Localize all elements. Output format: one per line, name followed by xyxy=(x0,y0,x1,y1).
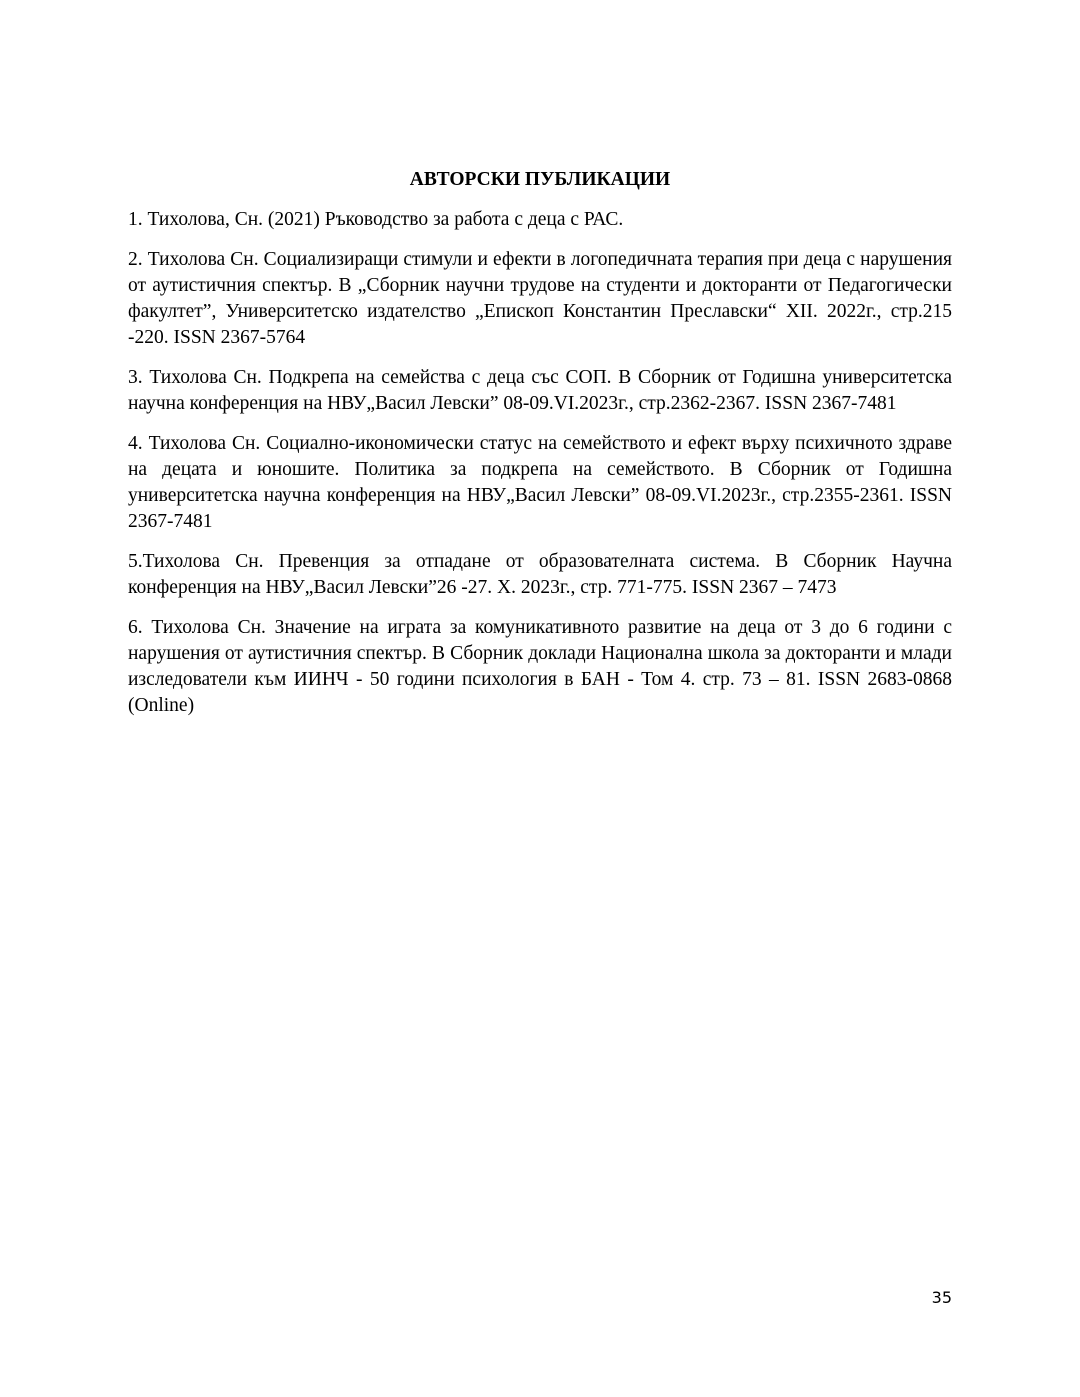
publication-item-1: 1. Тихолова, Сн. (2021) Ръководство за работа с деца с РАС. xyxy=(128,209,624,230)
publication-list xyxy=(128,207,952,733)
publication-item-6: 6. Тихолова Сн. Значение на играта за комуникативното развитие на деца от 3 до 6 години с нарушения от аутистичния спектър. В Сборник доклади Национална школа за докторанти и млади изследователи към ИИНЧ - 50 години психология в БАН - Том 4. стр. 73 – 81. ISSN 2683-0868 (Online) xyxy=(128,617,952,716)
publication-item-2: 2. Тихолова Сн. Социализиращи стимули и ефекти в логопедичната терапия при деца с нарушения от аутистичния спектър. В „Сборник научни трудове на студенти и докторанти от Педагогически факултет”, Университетско издателство „Епископ Константин Преславски“ XII. 2022г., стр.215 -220. ISSN 2367-5764 xyxy=(128,249,952,348)
publication-item-3: 3. Тихолова Сн. Подкрепа на семейства с деца със СОП. В Сборник от Годишна университетска научна конференция на НВУ„Васил Левски” 08-09.VI.2023г., стр.2362-2367. ISSN 2367-7481 xyxy=(128,367,952,414)
page-number: 35 xyxy=(931,1288,952,1307)
publication-item-5: 5.Тихолова Сн. Превенция за отпадане от образователната система. В Сборник Научна конференция на НВУ„Васил Левски”26 -27. Х. 2023г., стр. 771-775. ISSN 2367 – 7473 xyxy=(128,551,952,598)
section-heading: АВТОРСКИ ПУБЛИКАЦИИ xyxy=(409,169,671,190)
publication-item-4: 4. Тихолова Сн. Социално-икономически статус на семейството и ефект върху психичното здраве на децата и юношите. Политика за подкрепа на семейството. В Сборник от Годишна университетска научна конференция на НВУ„Васил Левски” 08-09.VI.2023г., стр.2355-2361. ISSN 2367-7481 xyxy=(128,433,952,532)
